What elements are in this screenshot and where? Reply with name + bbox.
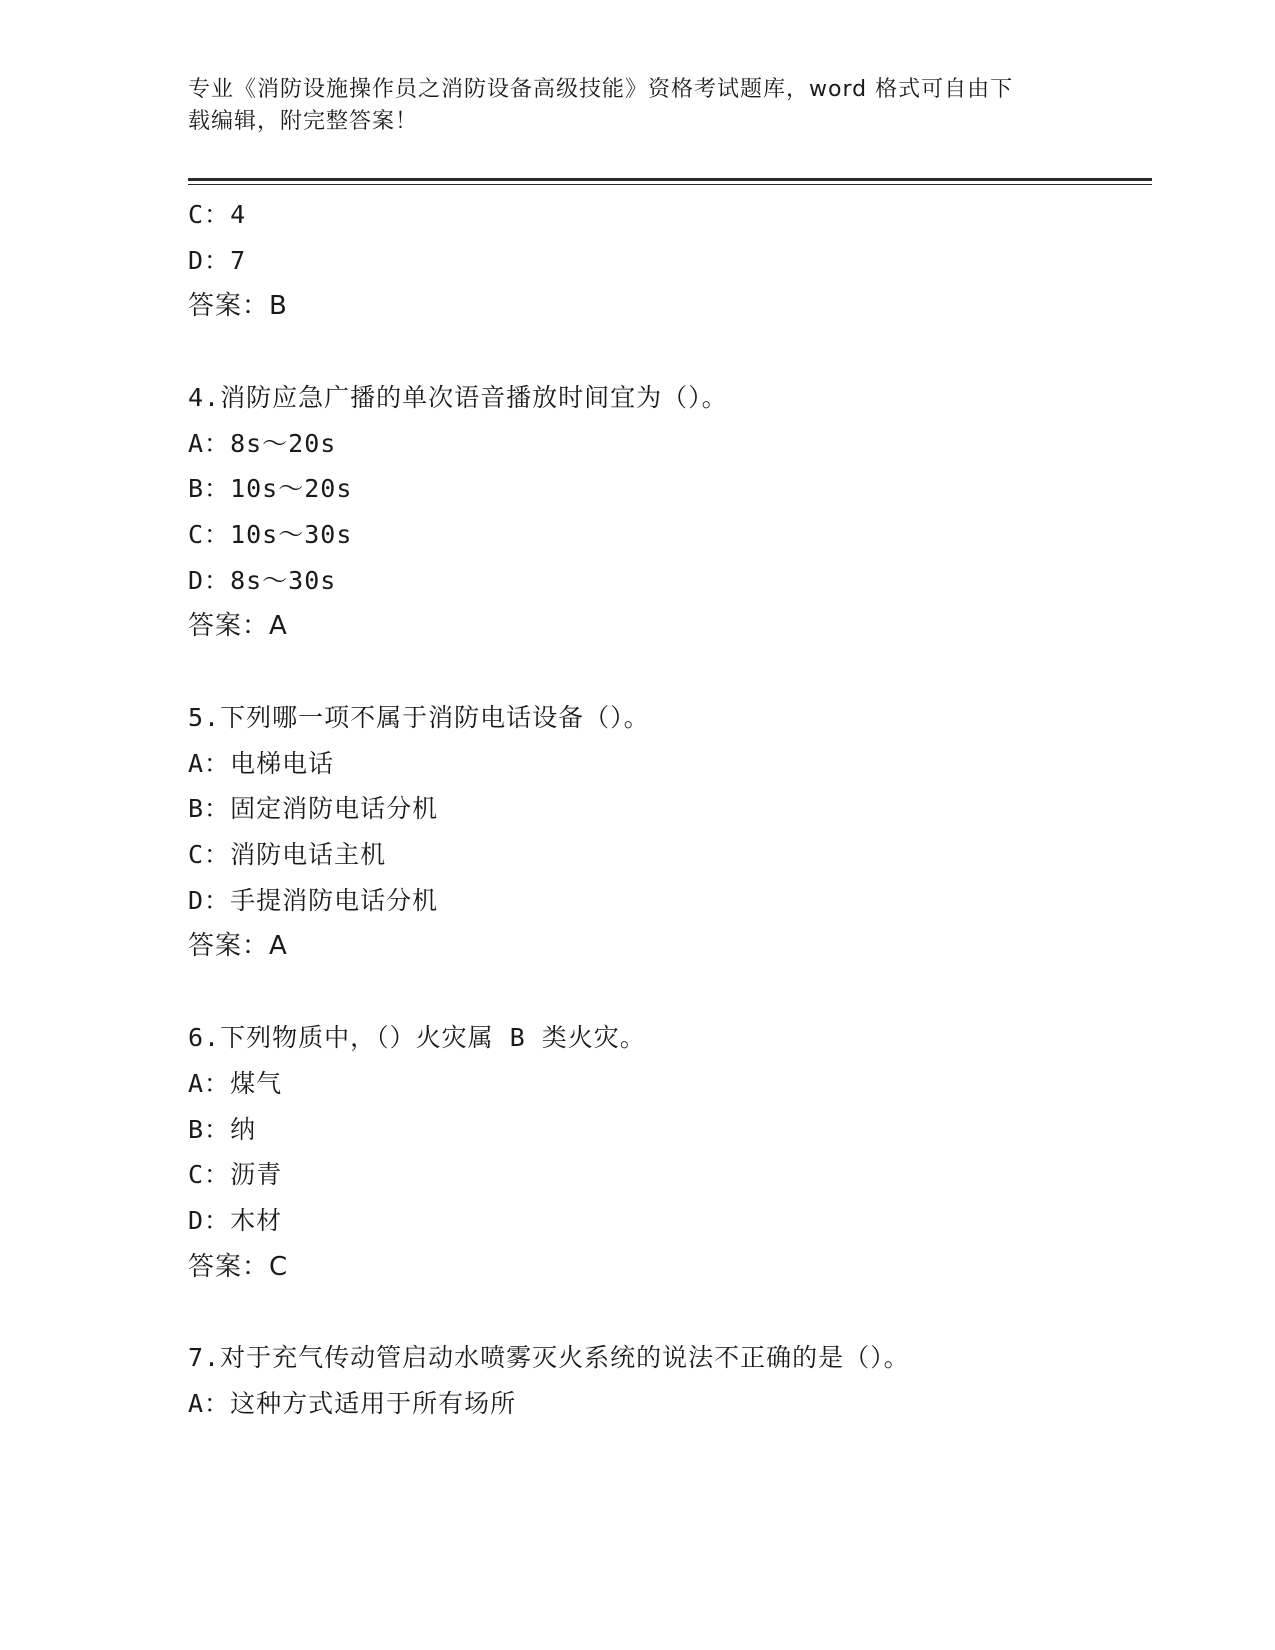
option-d	[188, 238, 1148, 284]
option-text: 煤气	[230, 1068, 283, 1098]
option-text: 10s～30s	[230, 519, 353, 549]
option-a	[188, 421, 1148, 467]
answer-line: 答案：A	[188, 931, 288, 962]
option-c	[188, 832, 1148, 878]
option-label: C：	[188, 519, 231, 549]
header-line-2: 载编辑，附完整答案！	[188, 109, 419, 134]
option-c	[188, 1152, 1148, 1198]
question-continued	[188, 192, 1148, 329]
option-text: 8s～20s	[230, 428, 337, 458]
document-header	[188, 74, 1068, 138]
option-b	[188, 466, 1148, 512]
option-text: 电梯电话	[230, 748, 335, 778]
option-a	[188, 1061, 1148, 1107]
option-label: C：	[188, 1160, 231, 1190]
answer-line: 答案：C	[188, 1251, 289, 1282]
option-text: 手提消防电话分机	[230, 885, 439, 915]
option-text: 8s～30s	[230, 565, 337, 595]
option-a	[188, 1381, 1148, 1427]
option-label: B：	[188, 794, 231, 824]
option-text: 木材	[230, 1205, 283, 1235]
question-list	[188, 192, 1148, 1427]
option-label: D：	[188, 245, 231, 275]
option-label: A：	[188, 1068, 231, 1098]
option-label: D：	[188, 885, 231, 915]
option-text: 10s～20s	[230, 474, 353, 504]
option-label: B：	[188, 474, 231, 504]
option-text: 7	[230, 245, 247, 275]
option-label: C：	[188, 199, 231, 229]
header-divider-thin	[188, 184, 1152, 185]
option-text: 4	[230, 199, 247, 229]
option-c	[188, 192, 1148, 238]
answer-line: 答案：B	[188, 291, 288, 322]
option-c	[188, 512, 1148, 558]
header-divider-thick	[188, 178, 1152, 181]
header-line-1: 专业《消防设施操作员之消防设备高级技能》资格考试题库，word 格式可自由下	[188, 77, 1014, 102]
question-stem: 6.下列物质中，（）火灾属 B 类火灾。	[188, 1023, 646, 1053]
question-stem: 7.对于充气传动管启动水喷雾灭火系统的说法不正确的是（）。	[188, 1343, 910, 1373]
question-4	[188, 375, 1148, 649]
question-stem: 4.消防应急广播的单次语音播放时间宜为（）。	[188, 382, 728, 412]
option-label: D：	[188, 1205, 231, 1235]
option-label: A：	[188, 1388, 231, 1418]
option-d	[188, 1198, 1148, 1244]
option-label: C：	[188, 840, 231, 870]
option-label: A：	[188, 748, 231, 778]
answer-line: 答案：A	[188, 611, 288, 642]
option-d	[188, 558, 1148, 604]
option-a	[188, 741, 1148, 787]
option-text: 沥青	[230, 1160, 283, 1190]
question-7	[188, 1335, 1148, 1426]
option-label: A：	[188, 428, 231, 458]
option-b	[188, 787, 1148, 833]
option-text: 这种方式适用于所有场所	[230, 1388, 517, 1418]
question-6	[188, 1015, 1148, 1289]
question-stem: 5.下列哪一项不属于消防电话设备（）。	[188, 703, 650, 733]
question-5	[188, 695, 1148, 969]
option-b	[188, 1107, 1148, 1153]
option-label: D：	[188, 565, 231, 595]
option-label: B：	[188, 1114, 231, 1144]
option-text: 纳	[230, 1114, 257, 1144]
option-text: 消防电话主机	[230, 840, 387, 870]
option-d	[188, 878, 1148, 924]
option-text: 固定消防电话分机	[230, 794, 439, 824]
